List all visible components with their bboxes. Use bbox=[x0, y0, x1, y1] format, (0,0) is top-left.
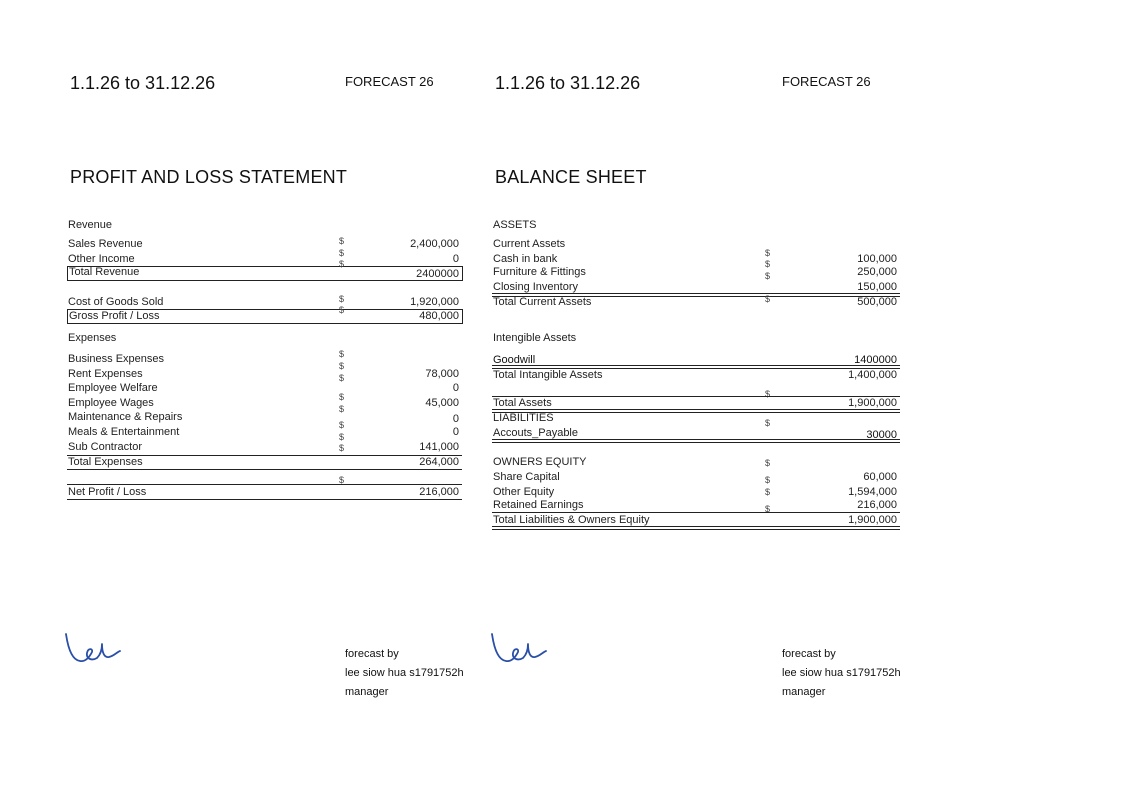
signature-left bbox=[62, 630, 124, 668]
dollar-sign: $ bbox=[339, 373, 345, 383]
share-capital-label: Share Capital bbox=[493, 471, 560, 483]
dollar-sign: $ bbox=[339, 432, 345, 442]
total-le-bottom-rule bbox=[492, 526, 900, 530]
net-profit-label: Net Profit / Loss bbox=[68, 486, 147, 498]
current-assets-heading: Current Assets bbox=[493, 238, 566, 250]
other-equity-value: 1,594,000 bbox=[848, 486, 897, 498]
dollar-sign: $ bbox=[339, 259, 345, 269]
cash-label: Cash in bank bbox=[493, 253, 558, 265]
subcontractor-label: Sub Contractor bbox=[68, 441, 142, 453]
total-expenses-value: 264,000 bbox=[419, 456, 459, 468]
cash-value: 100,000 bbox=[857, 253, 897, 265]
meals-label: Meals & Entertainment bbox=[68, 426, 180, 438]
dollar-sign: $ bbox=[339, 305, 345, 315]
payable-label: Accouts_Payable bbox=[493, 427, 578, 439]
business-expenses-label: Business Expenses bbox=[68, 353, 164, 365]
sales-revenue-label: Sales Revenue bbox=[68, 238, 143, 250]
total-assets-label: Total Assets bbox=[493, 397, 552, 409]
retained-value: 216,000 bbox=[857, 499, 897, 511]
dollar-sign: $ bbox=[765, 487, 771, 497]
meals-value: 0 bbox=[452, 426, 459, 438]
dollar-sign: $ bbox=[339, 443, 345, 453]
dollar-sign: $ bbox=[339, 475, 345, 485]
total-le-top-rule bbox=[492, 512, 900, 513]
gross-profit-label: Gross Profit / Loss bbox=[69, 310, 160, 322]
pl-footer-name: lee siow hua s1791752h bbox=[345, 667, 464, 679]
bs-forecast-label: FORECAST 26 bbox=[782, 74, 871, 89]
dollar-sign: $ bbox=[765, 475, 771, 485]
pl-footer-role: manager bbox=[345, 686, 389, 698]
goodwill-value: 1400000 bbox=[854, 354, 897, 366]
pl-period: 1.1.26 to 31.12.26 bbox=[70, 73, 216, 93]
dollar-sign: $ bbox=[339, 294, 345, 304]
dollar-sign: $ bbox=[765, 248, 771, 258]
share-capital-value: 60,000 bbox=[863, 471, 897, 483]
bs-title: BALANCE SHEET bbox=[495, 167, 647, 187]
maintenance-label: Maintenance & Repairs bbox=[68, 411, 183, 423]
total-revenue-value: 2400000 bbox=[416, 268, 459, 280]
wages-label: Employee Wages bbox=[68, 397, 154, 409]
sales-revenue-value: 2,400,000 bbox=[410, 238, 459, 250]
dollar-sign: $ bbox=[765, 418, 771, 428]
subcontractor-value: 141,000 bbox=[419, 441, 459, 453]
dollar-sign: $ bbox=[765, 458, 771, 468]
other-income-label: Other Income bbox=[68, 253, 135, 265]
cogs-value: 1,920,000 bbox=[410, 296, 459, 308]
bs-period: 1.1.26 to 31.12.26 bbox=[495, 73, 641, 93]
other-income-value: 0 bbox=[452, 253, 459, 265]
payable-value: 30000 bbox=[866, 429, 897, 441]
net-profit-top-rule bbox=[67, 484, 462, 485]
bs-footer-name: lee siow hua s1791752h bbox=[782, 667, 901, 679]
total-expenses-label: Total Expenses bbox=[68, 456, 143, 468]
bs-footer-role: manager bbox=[782, 686, 826, 698]
dollar-sign: $ bbox=[339, 248, 345, 258]
total-le-value: 1,900,000 bbox=[848, 514, 897, 526]
pl-title: PROFIT AND LOSS STATEMENT bbox=[70, 167, 348, 187]
pl-forecast-label: FORECAST 26 bbox=[345, 74, 434, 89]
total-intangible-label: Total Intangible Assets bbox=[493, 369, 603, 381]
net-profit-value: 216,000 bbox=[419, 486, 459, 498]
dollar-sign: $ bbox=[765, 259, 771, 269]
dollar-sign: $ bbox=[765, 294, 771, 304]
liabilities-heading: LIABILITIES bbox=[493, 412, 554, 424]
gross-profit-value: 480,000 bbox=[419, 310, 459, 322]
dollar-sign: $ bbox=[339, 404, 345, 414]
dollar-sign: $ bbox=[339, 349, 345, 359]
total-intangible-value: 1,400,000 bbox=[848, 369, 897, 381]
dollar-sign: $ bbox=[339, 420, 345, 430]
total-le-label: Total Liabilities & Owners Equity bbox=[493, 514, 650, 526]
total-current-value: 500,000 bbox=[857, 296, 897, 308]
net-profit-bottom-rule bbox=[67, 499, 462, 500]
wages-value: 45,000 bbox=[425, 397, 459, 409]
welfare-label: Employee Welfare bbox=[68, 382, 158, 394]
dollar-sign: $ bbox=[339, 236, 345, 246]
rent-value: 78,000 bbox=[425, 368, 459, 380]
inventory-label: Closing Inventory bbox=[493, 281, 578, 293]
revenue-heading: Revenue bbox=[68, 219, 113, 231]
furniture-label: Furniture & Fittings bbox=[493, 266, 586, 278]
total-expenses-bottom-rule bbox=[67, 469, 462, 470]
signature-right bbox=[488, 630, 550, 668]
dollar-sign: $ bbox=[339, 361, 345, 371]
dollar-sign: $ bbox=[765, 271, 771, 281]
total-assets-value: 1,900,000 bbox=[848, 397, 897, 409]
dollar-sign: $ bbox=[339, 392, 345, 402]
welfare-value: 0 bbox=[452, 382, 459, 394]
total-revenue-label: Total Revenue bbox=[69, 266, 140, 278]
rent-label: Rent Expenses bbox=[68, 368, 143, 380]
bs-footer-forecast-by: forecast by bbox=[782, 648, 836, 660]
goodwill-label: Goodwill bbox=[493, 354, 536, 366]
furniture-value: 250,000 bbox=[857, 266, 897, 278]
cogs-label: Cost of Goods Sold bbox=[68, 296, 164, 308]
assets-heading: ASSETS bbox=[493, 219, 537, 231]
dollar-sign: $ bbox=[765, 389, 771, 399]
intangible-heading: Intengible Assets bbox=[493, 332, 577, 344]
maintenance-value: 0 bbox=[452, 413, 459, 425]
dollar-sign: $ bbox=[765, 504, 771, 514]
equity-heading: OWNERS EQUITY bbox=[493, 456, 587, 468]
total-current-label: Total Current Assets bbox=[493, 296, 592, 308]
payable-rule bbox=[492, 439, 900, 443]
pl-footer-forecast-by: forecast by bbox=[345, 648, 399, 660]
retained-label: Retained Earnings bbox=[493, 499, 584, 511]
other-equity-label: Other Equity bbox=[493, 486, 555, 498]
inventory-value: 150,000 bbox=[857, 281, 897, 293]
expenses-heading: Expenses bbox=[68, 332, 117, 344]
